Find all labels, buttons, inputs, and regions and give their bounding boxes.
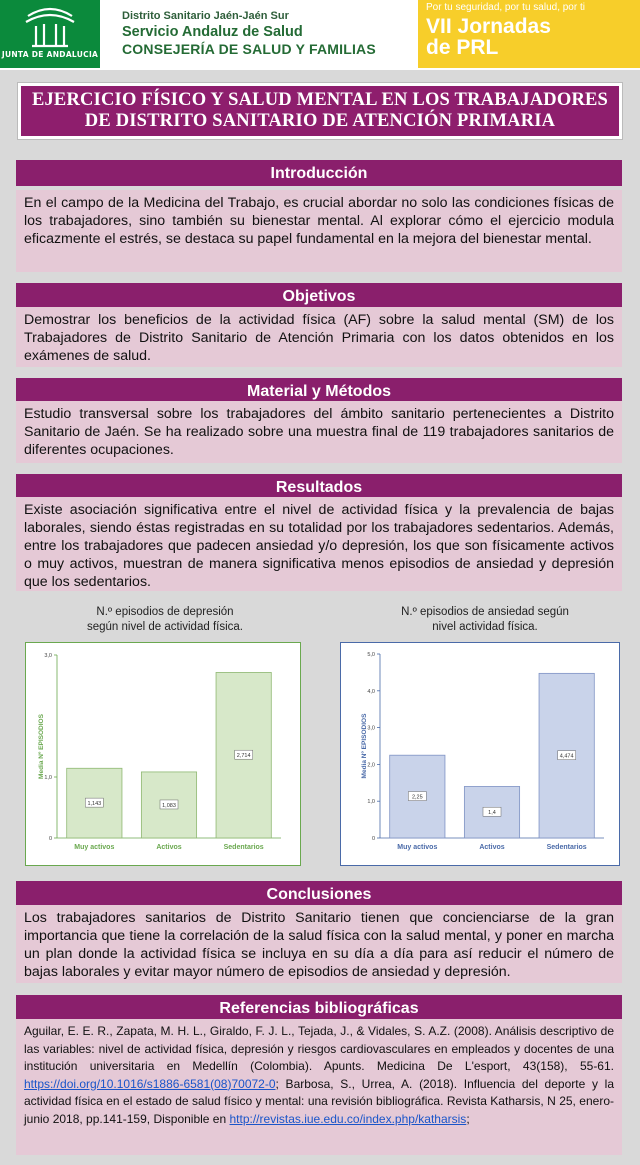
anxiety-chart bbox=[340, 642, 620, 866]
depression-value-label-0: 1,143 bbox=[87, 801, 102, 808]
event-title-line1: VII Jornadas bbox=[426, 15, 551, 38]
anxiety-ytick-label-2: 2,0 bbox=[367, 762, 375, 769]
event-title-line2: de PRL bbox=[426, 36, 499, 59]
references-heading: Referencias bibliográficas bbox=[16, 995, 622, 1021]
methods-heading: Material y Métodos bbox=[16, 378, 622, 404]
depression-y-axis-label: Media Nº EPISODIOS bbox=[38, 714, 45, 779]
depression-value-label-2: 2,714 bbox=[236, 753, 251, 760]
event-tagline: Por tu seguridad, por tu salud, por ti bbox=[426, 2, 585, 13]
depression-category-label-0: Muy activos bbox=[74, 844, 115, 851]
anxiety-chart-caption bbox=[360, 605, 610, 635]
logo-text: JUNTA DE ANDALUCIA bbox=[1, 50, 99, 59]
anxiety-value-label-2: 4,474 bbox=[559, 753, 574, 760]
anxiety-value-label-1: 1,4 bbox=[488, 810, 496, 817]
poster-header bbox=[0, 0, 640, 70]
event-banner bbox=[418, 0, 640, 68]
anxiety-caption-line2: nivel actividad física. bbox=[432, 621, 538, 633]
anxiety-bar-chart bbox=[340, 642, 620, 866]
institution-block bbox=[122, 10, 422, 57]
depression-chart-caption bbox=[40, 605, 290, 635]
depression-caption-line1: N.º episodios de depresión bbox=[96, 606, 234, 618]
methods-text: Estudio transversal sobre los trabajadores del ámbito sanitario pertenecientes a Distrito Sanitario de Jaén. Se ha realizado sobre una muestra final de 119 trabajadores sanitarios de diferentes ocupaciones. bbox=[16, 401, 622, 463]
references-text bbox=[16, 1019, 622, 1155]
anxiety-value-label-0: 2,25 bbox=[411, 794, 423, 801]
depression-category-label-1: Activos bbox=[156, 844, 182, 851]
results-heading: Resultados bbox=[16, 474, 622, 500]
reference-1: Aguilar, E. E. R., Zapata, M. H. L., Giraldo, F. J. L., Tejada, J., & Vidales, S. A.Z. (2008). Análisis descriptivo de las variables: nivel de actividad física, depresión y riesgos cardiovasculares en empleados y docentes de una institución universitaria en Medellín (Colombia). Apunts. Medicina De L'esport, 43(158), 55-61. bbox=[24, 1024, 614, 1073]
anxiety-category-label-1: Activos bbox=[479, 844, 505, 851]
conclusions-heading: Conclusiones bbox=[16, 881, 622, 907]
depression-value-label-1: 1,083 bbox=[162, 802, 176, 809]
service-name: Servicio Andaluz de Salud bbox=[122, 24, 303, 40]
depression-ytick-label-0: 0 bbox=[48, 836, 52, 842]
depression-category-label-2: Sedentarios bbox=[223, 844, 264, 851]
objectives-text: Demostrar los beneficios de la actividad física (AF) sobre la salud mental (SM) de los Trabajadores de Distrito Sanitario de Atención Primaria con los datos obtenidos en los exámenes de salud. bbox=[16, 307, 622, 367]
objectives-heading: Objetivos bbox=[16, 283, 622, 309]
anxiety-ytick-label-0: 0 bbox=[371, 836, 375, 842]
results-text: Existe asociación significativa entre el nivel de actividad física y la prevalencia de bajas laborales, siendo éstas registradas en su totalidad por los trabajadores sedentarios. Además, entre los trabajadores que padecen ansiedad y/o depresión, los que son físicamente activos o muy activos, muestran de manera significativa menos episodios de ansiedad y depresión que los sedentarios. bbox=[16, 497, 622, 591]
depression-ytick-label-2: 3,0 bbox=[44, 653, 52, 659]
reference-2-tail: ; bbox=[466, 1111, 470, 1126]
poster-title-box bbox=[18, 83, 622, 139]
anxiety-ytick-label-5: 5,0 bbox=[367, 652, 375, 658]
anxiety-ytick-label-1: 1,0 bbox=[367, 799, 375, 806]
anxiety-y-axis-label: Media Nº EPISODIOS bbox=[361, 713, 368, 779]
district-name: Distrito Sanitario Jaén-Jaén Sur bbox=[122, 10, 289, 22]
intro-heading: Introducción bbox=[16, 160, 622, 186]
reference-1-doi-link[interactable]: https://doi.org/10.1016/s1886-6581(08)70072-0 bbox=[24, 1076, 276, 1091]
reference-2: ; Barbosa, S., Urrea, A. (2018). Influencia del deporte y la actividad física en el estado de salud físico y mental: una revisión bibliográfica. Revista Katharsis, N 25, enero-junio 2018, pp.141-159, Disponible en bbox=[24, 1076, 614, 1126]
reference-2-link[interactable]: http://revistas.iue.edu.co/index.php/katharsis bbox=[229, 1111, 467, 1126]
depression-ytick-label-1: 1,0 bbox=[44, 775, 52, 781]
junta-andalucia-logo bbox=[0, 0, 100, 68]
depression-caption-line2: según nivel de actividad física. bbox=[87, 621, 243, 633]
depression-bar-chart bbox=[25, 642, 301, 866]
anxiety-category-label-2: Sedentarios bbox=[546, 844, 587, 851]
depression-chart bbox=[25, 642, 301, 866]
anxiety-ytick-label-4: 4,0 bbox=[367, 688, 375, 695]
anxiety-caption-line1: N.º episodios de ansiedad según bbox=[401, 606, 569, 618]
intro-text: En el campo de la Medicina del Trabajo, es crucial abordar no solo las condiciones físicas de los trabajadores, sino también su bienestar mental. Al explorar cómo el ejercicio modula eficazmente el estrés, se destaca su papel fundamental en la mejora del bienestar mental. bbox=[16, 190, 622, 272]
anxiety-category-label-0: Muy activos bbox=[397, 844, 438, 851]
anxiety-ytick-label-3: 3,0 bbox=[367, 725, 375, 732]
conclusions-text: Los trabajadores sanitarios de Distrito Sanitario tienen que concienciarse de la gran importancia que tiene la correlación de la salud física con la salud mental, y poner en marcha un plan donde la actividad física se incluya en su día a día para así reducir el número de bajas laborales y evitar mayor número de episodios de ansiedad y depresión. bbox=[16, 905, 622, 983]
poster-title: EJERCICIO FÍSICO Y SALUD MENTAL EN LOS TRABAJADORES DE DISTRITO SANITARIO DE ATENCIÓN PRIMARIA bbox=[31, 90, 609, 131]
ministry-name: CONSEJERÍA DE SALUD Y FAMILIAS bbox=[122, 41, 376, 57]
